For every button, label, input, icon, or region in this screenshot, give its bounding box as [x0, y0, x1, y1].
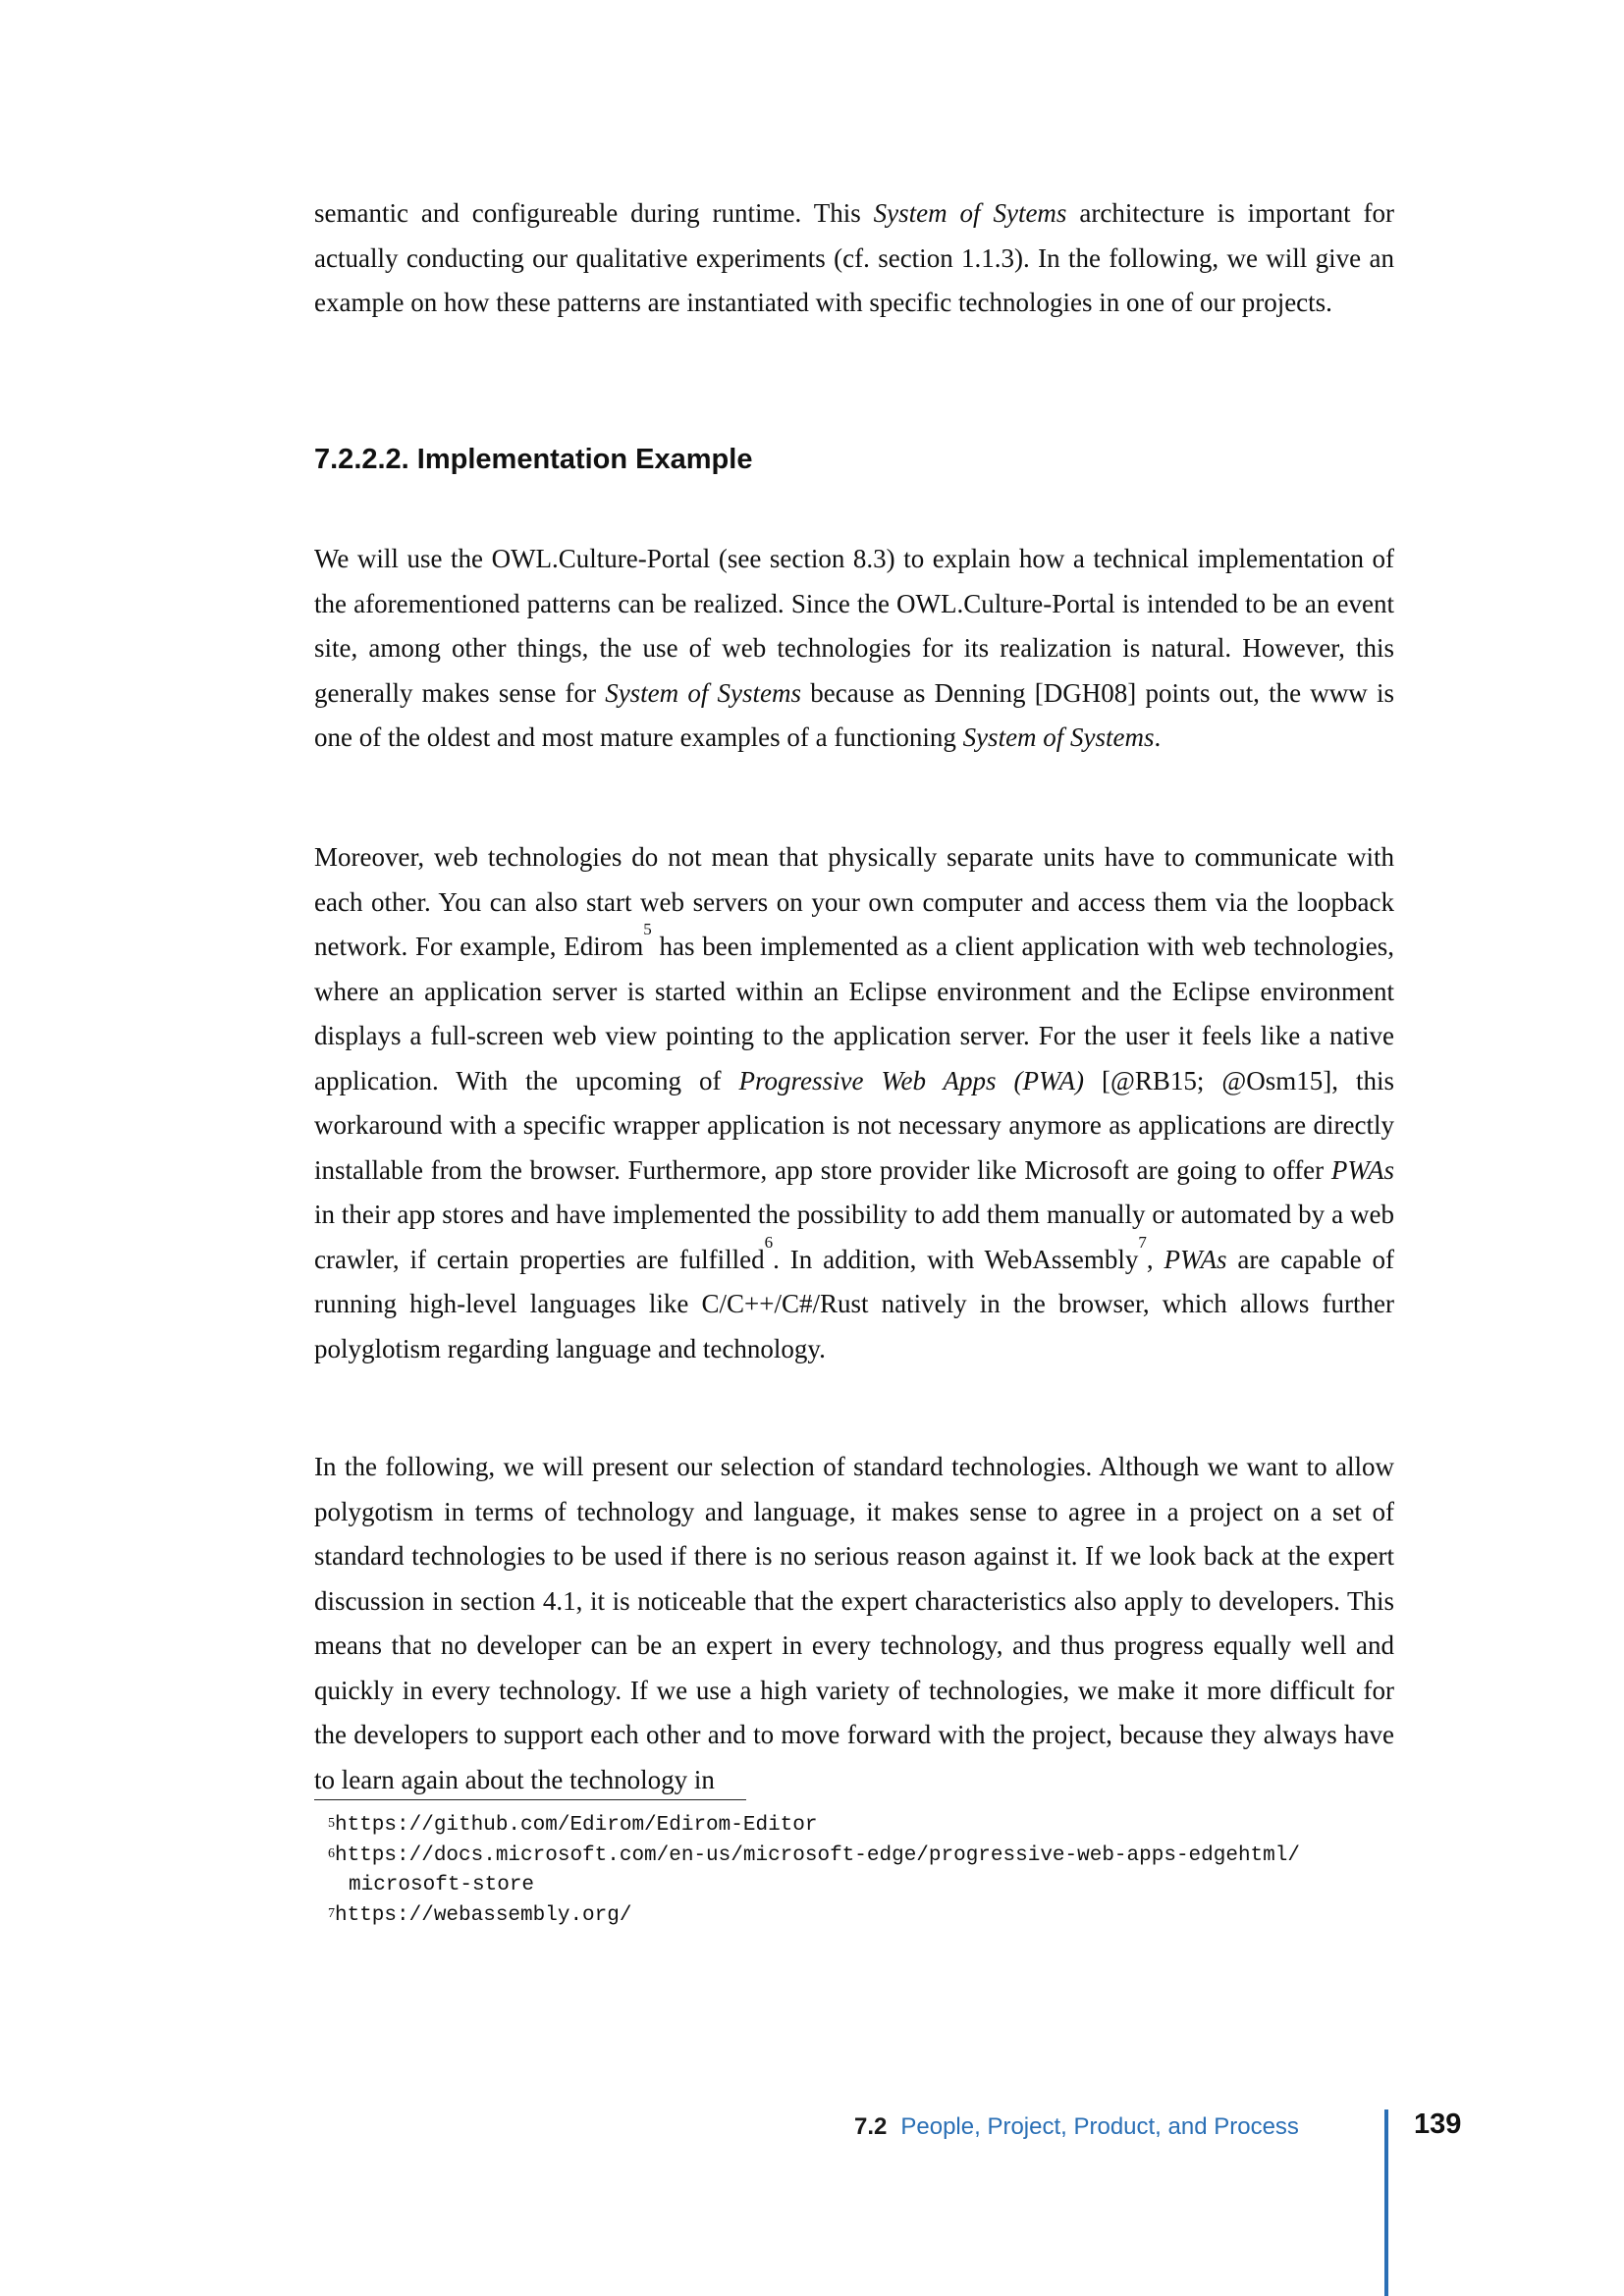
p1-emphasis-1: System of Systems	[605, 677, 802, 708]
intro-paragraph	[314, 191, 1394, 326]
p2-text-6: ,	[1146, 1244, 1164, 1274]
footer-section-number: 7.2	[854, 2113, 888, 2140]
footnote-mark: 7	[328, 1905, 335, 1921]
paragraph-2	[314, 835, 1394, 1371]
p2-text-3: [@RB15; @Osm15], this workaround with a specific wrapper application is not necessary anymore as applications are directly installable from the browser. Furthermore, app store provider like Microsoft are going to offer	[314, 1065, 1395, 1185]
footnote-ref-6[interactable]: 6	[764, 1232, 774, 1252]
p1-text-1: We will use the OWL.Culture-Portal (see section 8.3) to explain how a technical implementation of the aforementioned patterns can be realized. Since the OWL.Culture-Portal is intended to be an event site, among other things, the use of web technologies for its realization is natural. However, this generally makes sense for	[314, 544, 1394, 708]
intro-emphasis-1: System of Sytems	[873, 198, 1067, 228]
footnote-url[interactable]: https://webassembly.org/	[335, 1903, 632, 1927]
p1-emphasis-2: System of Systems	[962, 722, 1155, 752]
p2-emphasis-2: PWAs	[1330, 1154, 1394, 1185]
footnote-mark: 5	[328, 1816, 335, 1831]
intro-text-2: architecture is important for actually conducting our qualitative experiments (cf. section 1.1.3). In the following, we will give an example on how these patterns are instantiated with specific technologies in one of our projects.	[314, 198, 1394, 317]
footnote-divider	[314, 1799, 746, 1800]
footnote-url[interactable]: https://docs.microsoft.com/en-us/microsoft-edge/progressive-web-apps-edgehtml/	[335, 1843, 1300, 1867]
footnote-ref-7[interactable]: 7	[1138, 1232, 1147, 1252]
footer-accent-bar	[1384, 2109, 1388, 2296]
intro-text-1: semantic and configureable during runtime. This	[314, 198, 874, 228]
p2-emphasis-3: PWAs	[1164, 1244, 1227, 1274]
running-footer	[854, 2113, 1299, 2141]
p2-text-4: in their app stores and have implemented the possibility to add them manually or automated by a web crawler, if certain properties are fulfilled	[314, 1200, 1394, 1274]
footnote-url-continuation[interactable]: microsoft-store	[349, 1874, 535, 1896]
p1-text-3: .	[1154, 722, 1162, 752]
p2-text-1: Moreover, web technologies do not mean that physically separate units have to communicate with each other. You can also start web servers on your own computer and access them via the loopback network. For example, Edirom	[314, 842, 1394, 961]
paragraph-1	[314, 537, 1394, 761]
p2-text-5: . In addition, with WebAssembly	[773, 1244, 1139, 1274]
p2-text-7: are capable of running high-level languages like C/C++/C#/Rust natively in the browser, which allows further polyglotism regarding language and technology.	[314, 1244, 1395, 1363]
p1-text-2: because as Denning [DGH08] points out, the www is one of the oldest and most mature examples of a functioning	[314, 677, 1394, 752]
page-number: 139	[1414, 2109, 1462, 2140]
footer-section-title[interactable]: People, Project, Product, and Process	[900, 2113, 1299, 2140]
paragraph-3: In the following, we will present our selection of standard technologies. Although we want to allow polygotism in terms of technology and language, it makes sense to agree in a project on a set of standard technologies to be used if there is no serious reason against it. If we look back at the expert discussion in section 4.1, it is noticeable that the expert characteristics also apply to developers. This means that no developer can be an expert in every technology, and thus progress equally well and quickly in every technology. If we use a high variety of technologies, we make it more difficult for the developers to support each other and to move forward with the project, because they always have to learn again about the technology in	[314, 1452, 1394, 1794]
p2-emphasis-1: Progressive Web Apps (PWA)	[738, 1065, 1085, 1095]
footnote-ref-5[interactable]: 5	[643, 920, 652, 938]
section-heading: 7.2.2.2. Implementation Example	[314, 444, 753, 475]
footnote-6	[328, 1842, 1300, 1901]
footnotes	[328, 1811, 1300, 1931]
footnote-mark: 6	[328, 1845, 335, 1861]
p2-text-2: has been implemented as a client application with web technologies, where an application server is started within an Eclipse environment and the Eclipse environment displays a full-screen web view pointing to the application server. For the user it feels like a native application. With the upcoming of	[314, 932, 1394, 1095]
footnote-5	[328, 1811, 1300, 1842]
footnote-7	[328, 1901, 1300, 1932]
footnote-url[interactable]: https://github.com/Edirom/Edirom-Editor	[335, 1814, 818, 1837]
